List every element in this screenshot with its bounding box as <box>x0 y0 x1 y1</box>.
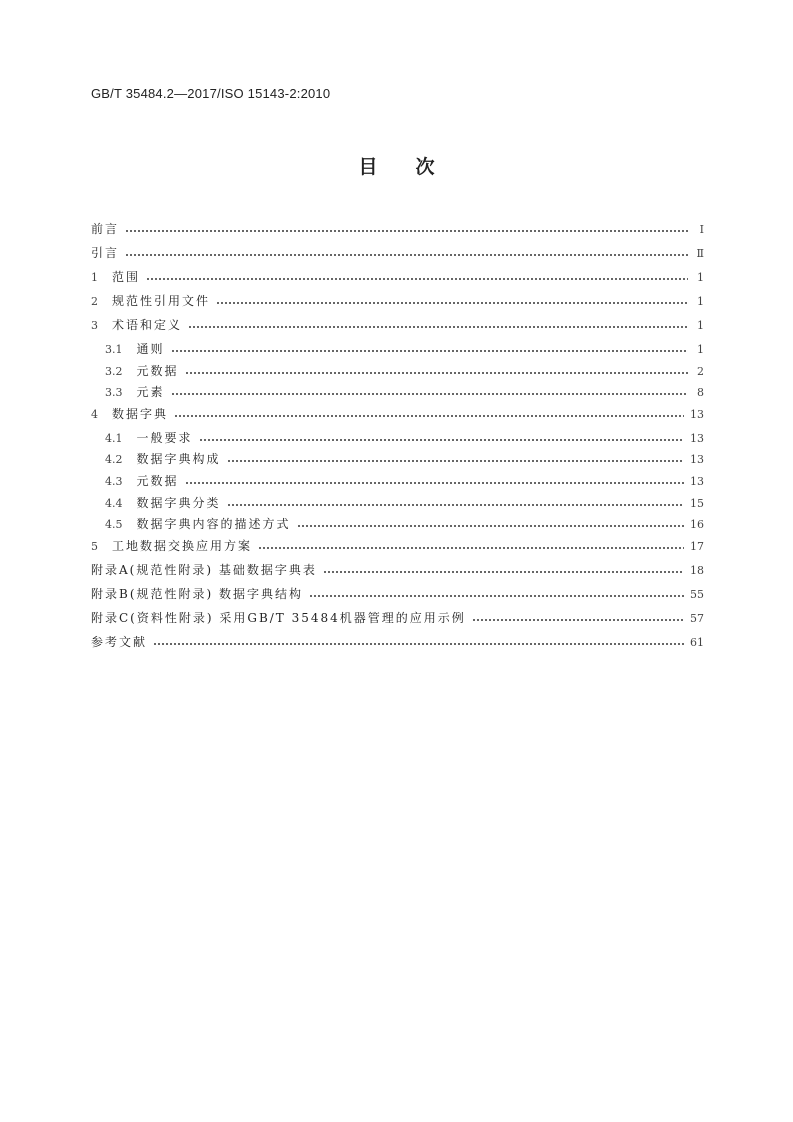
toc-entry-label: 规范性引用文件 <box>112 294 211 308</box>
toc-entry[interactable] <box>91 405 704 429</box>
leader-dots <box>146 271 688 281</box>
toc-entry[interactable] <box>91 537 704 561</box>
leader-dots <box>258 540 684 550</box>
page-title: 目次 <box>358 156 473 178</box>
leader-dots <box>125 247 688 257</box>
toc-entry-page: 18 <box>690 563 704 577</box>
toc-entry[interactable] <box>91 316 704 340</box>
leader-dots <box>199 432 684 442</box>
leader-dots <box>174 408 684 418</box>
toc-entry[interactable] <box>91 609 704 633</box>
toc-entry[interactable] <box>91 494 704 516</box>
leader-dots <box>323 564 684 574</box>
toc-entry[interactable] <box>91 429 704 451</box>
toc-entry-page: 2 <box>697 364 704 378</box>
toc-entry-label: 引言 <box>91 246 120 260</box>
toc-entry-label: 一般要求 <box>136 430 193 445</box>
toc-entry-label: 术语和定义 <box>112 318 183 332</box>
toc-entry-page: Ⅱ <box>696 247 704 260</box>
leader-dots <box>153 636 684 646</box>
toc-entry-label: 工地数据交换应用方案 <box>112 538 253 553</box>
toc-entry-page: 13 <box>690 407 704 421</box>
toc-entry-number: 4.2 <box>105 453 123 467</box>
toc-entry-page: 57 <box>690 611 704 625</box>
toc-entry-label: 数据字典构成 <box>136 452 221 467</box>
leader-dots <box>125 223 688 233</box>
toc-entry-label: 元素 <box>136 385 165 400</box>
leader-dots <box>309 588 684 598</box>
leader-dots <box>297 518 684 528</box>
toc-entry-number: 4.5 <box>105 518 123 532</box>
toc-entry[interactable] <box>91 268 704 292</box>
table-of-contents <box>91 220 704 657</box>
toc-entry[interactable] <box>91 362 704 384</box>
toc-entry-number: 3 <box>91 319 98 332</box>
toc-entry[interactable] <box>91 292 704 316</box>
toc-entry-label: 元数据 <box>136 473 179 488</box>
toc-entry-number: 5 <box>91 539 98 553</box>
toc-entry-page: 16 <box>690 518 704 532</box>
toc-entry-page: 17 <box>690 539 704 553</box>
toc-entry-number: 3.3 <box>105 386 123 400</box>
toc-entry-page: 13 <box>690 431 704 445</box>
toc-entry-label: 通则 <box>136 342 165 356</box>
toc-entry-number: 4.1 <box>105 431 123 445</box>
leader-dots <box>185 475 684 485</box>
leader-dots <box>188 319 688 329</box>
toc-entry[interactable] <box>91 244 704 268</box>
toc-entry-page: 55 <box>690 587 704 601</box>
toc-entry-number: 4 <box>91 407 98 421</box>
leader-dots <box>171 343 688 353</box>
toc-entry-page: 1 <box>697 319 704 332</box>
toc-entry-label: 参考文献 <box>91 634 148 649</box>
toc-entry-page: 1 <box>697 271 704 284</box>
toc-entry-number: 2 <box>91 295 98 308</box>
toc-entry-page: 8 <box>697 386 704 400</box>
leader-dots <box>227 453 684 463</box>
toc-entry-label: 元数据 <box>136 363 179 378</box>
toc-entry-page: 15 <box>690 496 704 510</box>
toc-entry[interactable] <box>91 515 704 537</box>
toc-entry[interactable] <box>91 220 704 244</box>
toc-entry-number: 1 <box>91 271 98 284</box>
standard-code-header: GB/T 35484.2—2017/ISO 15143-2:2010 <box>91 86 331 101</box>
toc-entry[interactable] <box>91 450 704 472</box>
leader-dots <box>185 365 688 375</box>
toc-entry-label: 前言 <box>91 222 120 236</box>
toc-entry-page: Ⅰ <box>699 223 704 236</box>
toc-entry[interactable] <box>91 383 704 405</box>
toc-entry-page: 1 <box>697 295 704 308</box>
toc-entry[interactable] <box>91 561 704 585</box>
toc-entry-label: 附录A(规范性附录) 基础数据字典表 <box>91 562 317 577</box>
leader-dots <box>227 497 684 507</box>
toc-entry-page: 1 <box>697 343 704 356</box>
toc-entry[interactable] <box>91 585 704 609</box>
toc-entry-label: 数据字典 <box>112 406 169 421</box>
toc-entry-label: 附录C(资料性附录) 采用GB/T 35484机器管理的应用示例 <box>91 610 466 625</box>
toc-entry-page: 13 <box>690 453 704 467</box>
toc-entry-number: 3.1 <box>105 343 123 356</box>
toc-entry[interactable] <box>91 472 704 494</box>
leader-dots <box>472 612 684 622</box>
toc-entry[interactable] <box>91 340 704 362</box>
toc-entry-page: 13 <box>690 474 704 488</box>
toc-entry-label: 数据字典内容的描述方式 <box>136 517 291 532</box>
toc-entry-page: 61 <box>690 635 704 649</box>
toc-entry-label: 数据字典分类 <box>136 495 221 510</box>
leader-dots <box>171 386 688 396</box>
toc-entry-label: 范围 <box>112 270 141 284</box>
leader-dots <box>216 295 688 305</box>
toc-entry-number: 3.2 <box>105 364 123 378</box>
toc-entry-number: 4.4 <box>105 496 123 510</box>
toc-entry-number: 4.3 <box>105 474 123 488</box>
toc-entry[interactable] <box>91 633 704 657</box>
toc-entry-label: 附录B(规范性附录) 数据字典结构 <box>91 586 303 601</box>
